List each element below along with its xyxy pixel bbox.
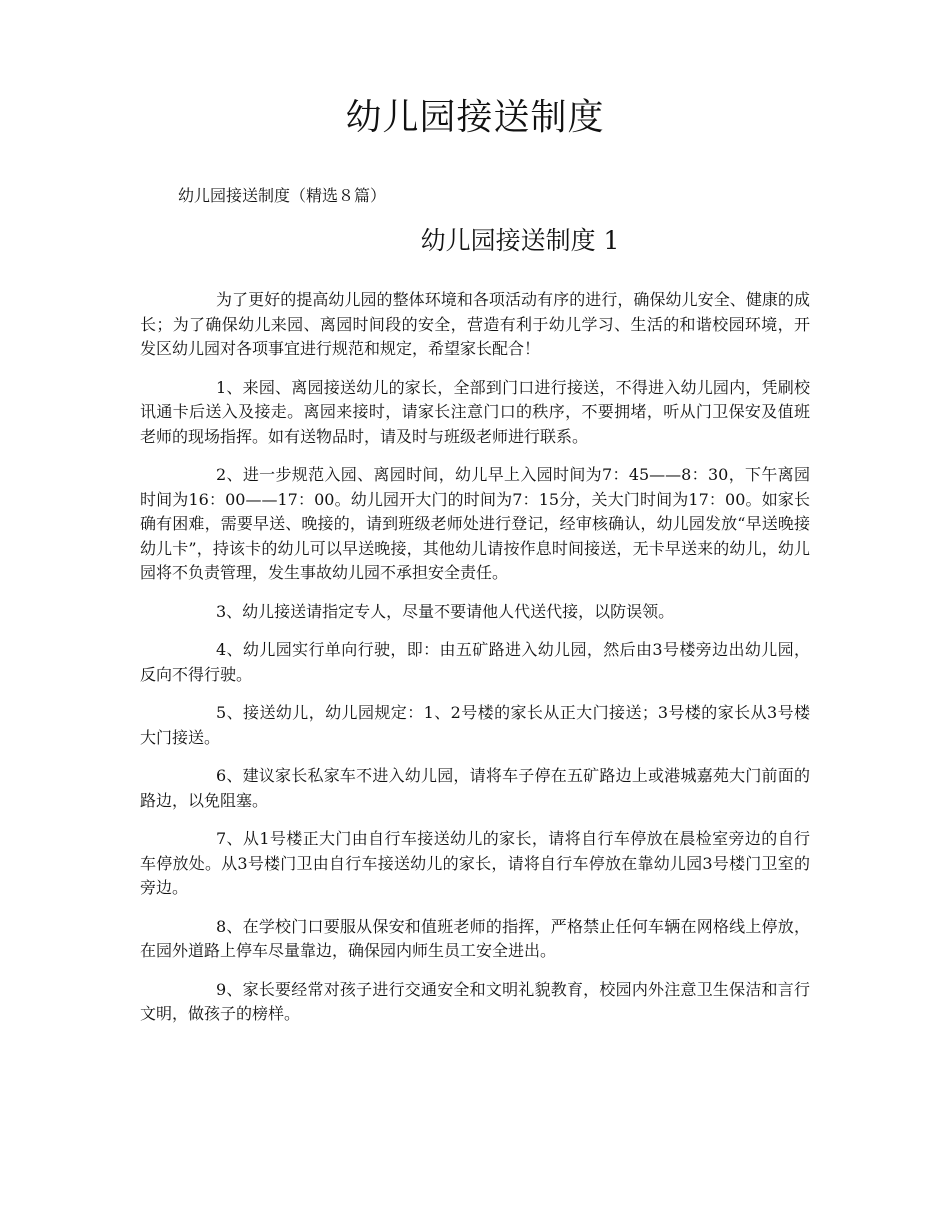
document-body [140, 288, 810, 1041]
rule-paragraph-1: 1、来园、离园接送幼儿的家长，全部到门口进行接送，不得进入幼儿园内，凭刷校讯通卡后送入及接走。离园来接时，请家长注意门口的秩序，不要拥堵，听从门卫保安及值班老师的现场指挥。如有送物品时，请及时与班级老师进行联系。 [140, 377, 810, 446]
rule-paragraph-4: 4、幼儿园实行单向行驶，即：由五矿路进入幼儿园，然后由3号楼旁边出幼儿园，反向不得行驶。 [140, 640, 810, 684]
document-subtitle: 幼儿园接送制度（精选８篇） [178, 186, 387, 205]
section-title: 幼儿园接送制度 1 [420, 226, 620, 255]
document-title: 幼儿园接送制度 [345, 97, 605, 138]
rule-paragraph-8: 8、在学校门口要服从保安和值班老师的指挥，严格禁止任何车辆在网格线上停放，在园外道路上停车尽量靠边，确保园内师生员工安全进出。 [140, 916, 810, 960]
rule-paragraph-9: 9、家长要经常对孩子进行交通安全和文明礼貌教育，校园内外注意卫生保洁和言行文明，做孩子的榜样。 [140, 979, 810, 1023]
intro-paragraph: 为了更好的提高幼儿园的整体环境和各项活动有序的进行，确保幼儿安全、健康的成长；为了确保幼儿来园、离园时间段的安全，营造有利于幼儿学习、生活的和谐校园环境，开发区幼儿园对各项事宜进行规范和规定，希望家长配合！ [140, 290, 810, 358]
rule-paragraph-7: 7、从1号楼正大门由自行车接送幼儿的家长，请将自行车停放在晨检室旁边的自行车停放处。从3号楼门卫由自行车接送幼儿的家长，请将自行车停放在靠幼儿园3号楼门卫室的旁边。 [140, 829, 810, 897]
rule-paragraph-2: 2、进一步规范入园、离园时间，幼儿早上入园时间为7：45——8：30，下午离园时间为16：00——17：00。幼儿园开大门的时间为7：15分，关大门时间为17：00。如家长确有困难，需要早送、晚接的，请到班级老师处进行登记，经审核确认，幼儿园发放“早送晚接幼儿卡”，持该卡的幼儿可以早送晚接，其他幼儿请按作息时间接送，无卡早送来的幼儿，幼儿园将不负责管理，发生事故幼儿园不承担安全责任。 [140, 465, 810, 582]
rule-paragraph-3: 3、幼儿接送请指定专人，尽量不要请他人代送代接，以防误领。 [216, 601, 675, 621]
rule-paragraph-6: 6、建议家长私家车不进入幼儿园，请将车子停在五矿路边上或港城嘉苑大门前面的路边，以免阻塞。 [140, 766, 810, 810]
rule-paragraph-5: 5、接送幼儿，幼儿园规定：1、2号楼的家长从正大门接送；3号楼的家长从3号楼大门接送。 [140, 703, 810, 747]
